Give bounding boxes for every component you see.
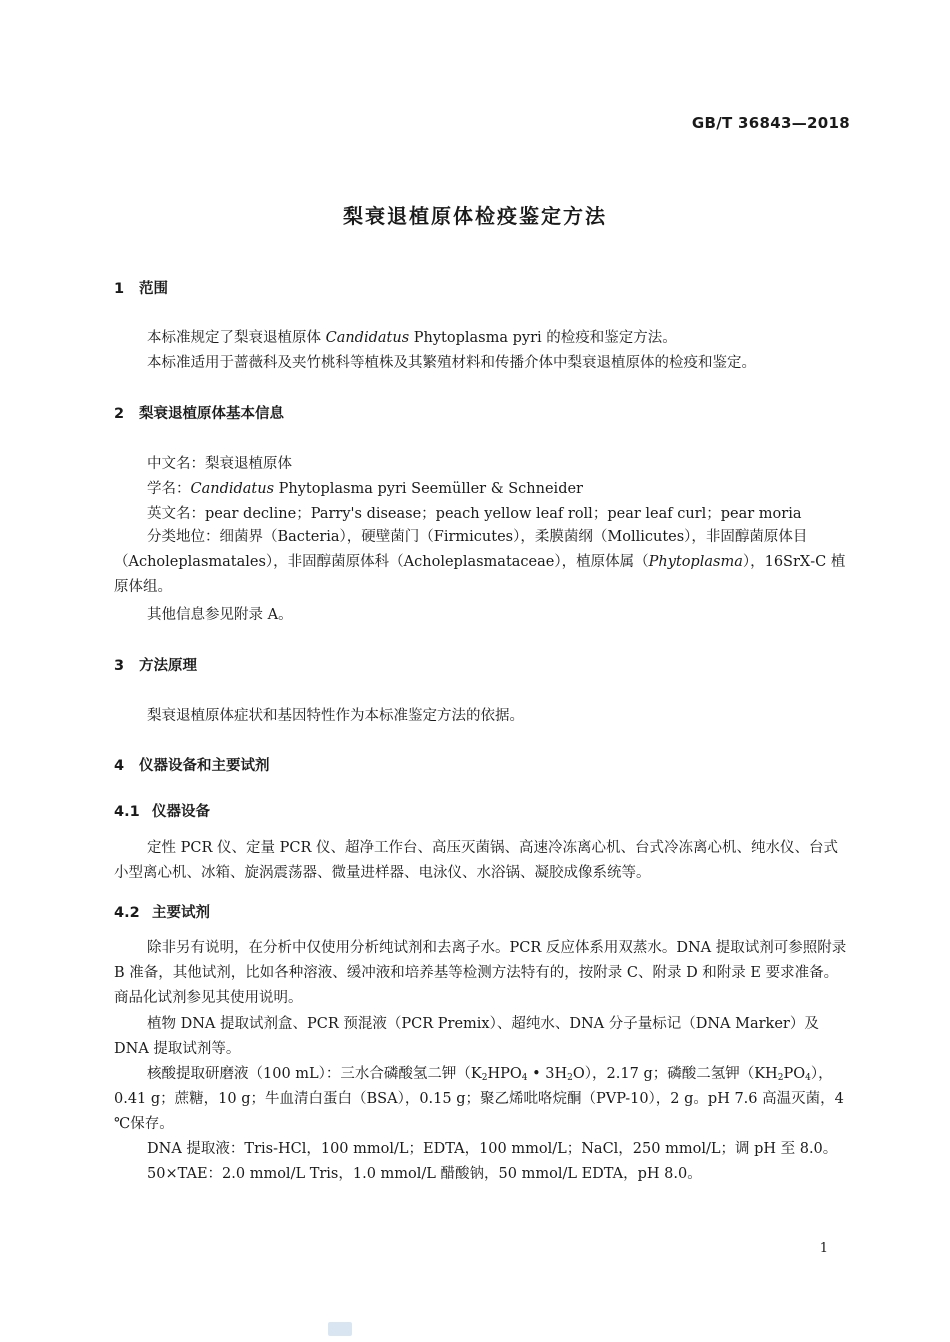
text-run: 定性 PCR 仪、定量 PCR 仪、超净工作台、高压灭菌锅、高速冷冻离心机、台式冷冻离心机、纯水仪、台式小型离心机、冰箱、旋涡震荡器、微量进样器、电泳仪、水浴锅、凝胶成像系统等。	[114, 840, 838, 881]
section-4-number: 4	[114, 758, 125, 774]
section-1-number: 1	[114, 281, 125, 297]
text-run: Phytoplasma pyri Seemüller & Schneider	[274, 481, 583, 497]
subscript: 4	[521, 1073, 528, 1083]
section-2-number: 2	[114, 406, 125, 422]
section-4-2-para-3	[114, 1062, 850, 1137]
section-2-heading	[114, 402, 284, 423]
section-1-title: 范围	[139, 281, 168, 297]
section-3-heading	[114, 654, 197, 675]
text-run: 除非另有说明，在分析中仅使用分析纯试剂和去离子水。PCR 反应体系用双蒸水。DNA 提取试剂可参照附录 B 准备，其他试剂，比如各种溶液、缓冲液和培养基等检测方法特有的，按附录 C、附录 D 和附录 E 要求准备。商品化试剂参见其使用说明。	[114, 940, 847, 1006]
other-info: 其他信息参见附录 A。	[147, 607, 293, 623]
text-run: ），16SrⅩ-C 植原体组。	[114, 554, 846, 595]
section-4-heading	[114, 754, 270, 775]
text-run: 植物 DNA 提取试剂盒、PCR 预混液（PCR Premix）、超纯水、DNA 分子量标记（DNA Marker）及 DNA 提取试剂等。	[114, 1016, 819, 1057]
text-run: PO	[783, 1066, 806, 1082]
text-run: Phytoplasma pyri 的检疫和鉴定方法。	[409, 330, 677, 346]
page-number: 1	[819, 1241, 828, 1256]
text-run: O），2.17 g；磷酸二氢钾（KH	[572, 1066, 778, 1082]
section-4-title: 仪器设备和主要试剂	[139, 758, 270, 774]
section-1-para-1	[147, 326, 677, 347]
section-1-heading	[114, 277, 168, 298]
scientific-name	[147, 477, 583, 498]
italic-run: Candidatus	[190, 481, 275, 497]
english-name: 英文名：pear decline；Parry's disease；peach yellow leaf roll；pear leaf curl；pear moria	[147, 506, 802, 522]
section-4-1-para	[114, 836, 850, 886]
section-4-1-number: 4.1	[114, 804, 140, 820]
text-run: HPO	[487, 1066, 522, 1082]
section-3-number: 3	[114, 658, 125, 674]
section-4-2-number: 4.2	[114, 905, 140, 921]
section-4-1-heading	[114, 800, 210, 821]
section-4-2-heading	[114, 901, 210, 922]
chinese-name: 中文名：梨衰退植原体	[147, 456, 292, 472]
text-run: 分类地位：细菌界（Bacteria），硬壁菌门（Firmicutes），柔膜菌纲（Mollicutes），非固醇菌原体目（Acholeplasmatales），非固醇菌原体科（Acholeplasmataceae），植原体属（	[114, 529, 808, 570]
text-run: 本标准规定了梨衰退植原体	[147, 330, 326, 346]
section-4-2-para-2	[114, 1012, 850, 1062]
italic-run: Candidatus	[325, 330, 410, 346]
text-run: ），0.41 g；蔗糖，10 g；牛血清白蛋白（BSA），0.15 g；聚乙烯吡咯烷酮（PVP-10），2 g。pH 7.6 高温灭菌，4 ℃保存。	[114, 1066, 844, 1132]
section-1-para-2: 本标准适用于蔷薇科及夹竹桃科等植株及其繁殖材料和传播介体中梨衰退植原体的检疫和鉴定。	[147, 355, 756, 371]
taxonomy-paragraph	[114, 525, 850, 600]
section-4-2-title: 主要试剂	[152, 905, 210, 921]
watermark-logo-icon	[328, 1322, 352, 1336]
section-4-2-para-4: DNA 提取液：Tris-HCl，100 mmol/L；EDTA，100 mmol/L；NaCl，250 mmol/L；调 pH 至 8.0。	[147, 1141, 838, 1157]
subscript: 4	[805, 1073, 811, 1083]
document-title: 梨衰退植原体检疫鉴定方法	[343, 204, 607, 228]
section-2-title: 梨衰退植原体基本信息	[139, 406, 284, 422]
section-4-1-title: 仪器设备	[152, 804, 210, 820]
text-run: • 3H	[527, 1066, 568, 1082]
section-4-2-para-5: 50×TAE：2.0 mmol/L Tris，1.0 mmol/L 醋酸钠，50 mmol/L EDTA，pH 8.0。	[147, 1166, 702, 1182]
subscript: 2	[481, 1073, 488, 1083]
text-run: 核酸提取研磨液（100 mL）：三水合磷酸氢二钾（K	[147, 1066, 482, 1082]
section-3-title: 方法原理	[139, 658, 197, 674]
standard-number: GB/T 36843—2018	[691, 114, 850, 132]
italic-run: Phytoplasma	[648, 554, 743, 570]
subscript: 2	[567, 1073, 573, 1083]
text-run: 学名：	[147, 481, 191, 497]
section-3-para: 梨衰退植原体症状和基因特性作为本标准鉴定方法的依据。	[147, 708, 524, 724]
subscript: 2	[777, 1073, 784, 1083]
section-4-2-para-1	[114, 936, 850, 1011]
